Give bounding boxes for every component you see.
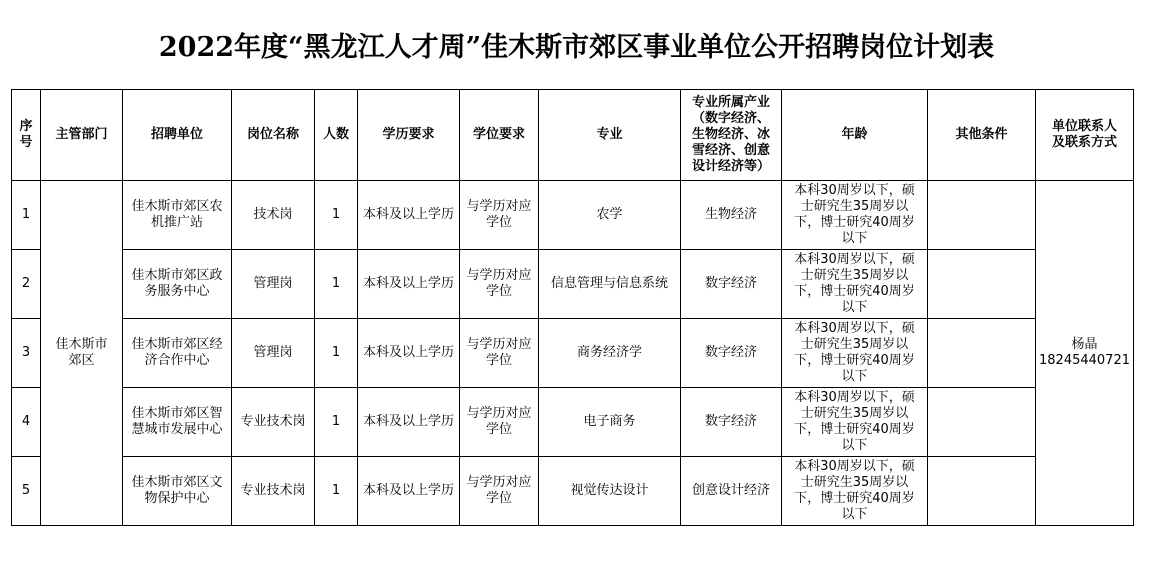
cell-seq: 2	[12, 250, 41, 319]
cell-position: 管理岗	[232, 319, 315, 388]
cell-degree: 与学历对应学位	[460, 250, 539, 319]
cell-count: 1	[315, 457, 358, 526]
cell-degree: 与学历对应学位	[460, 388, 539, 457]
cell-education: 本科及以上学历	[358, 388, 460, 457]
table-row	[12, 457, 1134, 526]
cell-seq: 4	[12, 388, 41, 457]
header-industry: 专业所属产业（数字经济、生物经济、冰雪经济、创意设计经济等）	[681, 90, 782, 181]
department-name: 佳木斯市郊区	[55, 337, 108, 368]
cell-major: 电子商务	[539, 388, 681, 457]
cell-department	[41, 181, 123, 526]
header-row	[12, 90, 1134, 181]
cell-other	[928, 319, 1036, 388]
cell-contact	[1036, 181, 1134, 526]
header-other: 其他条件	[928, 90, 1036, 181]
header-contact: 单位联系人及联系方式	[1036, 90, 1134, 181]
page-title: 2022年度“黑龙江人才周”佳木斯市郊区事业单位公开招聘岗位计划表	[158, 32, 995, 63]
contact-name: 杨晶	[1071, 337, 1098, 352]
cell-count: 1	[315, 181, 358, 250]
cell-industry: 数字经济	[681, 319, 782, 388]
cell-other	[928, 181, 1036, 250]
cell-major: 信息管理与信息系统	[539, 250, 681, 319]
cell-major: 商务经济学	[539, 319, 681, 388]
cell-education: 本科及以上学历	[358, 250, 460, 319]
cell-unit: 佳木斯市郊区经济合作中心	[123, 319, 232, 388]
cell-position: 管理岗	[232, 250, 315, 319]
cell-position: 专业技术岗	[232, 388, 315, 457]
cell-position: 专业技术岗	[232, 457, 315, 526]
cell-industry: 数字经济	[681, 388, 782, 457]
table-row	[12, 319, 1134, 388]
contact-phone: 18245440721	[1039, 353, 1130, 368]
cell-count: 1	[315, 250, 358, 319]
cell-age: 本科30周岁以下，硕士研究生35周岁以下，博士研究40周岁以下	[782, 250, 928, 319]
cell-age: 本科30周岁以下，硕士研究生35周岁以下，博士研究40周岁以下	[782, 457, 928, 526]
cell-other	[928, 250, 1036, 319]
cell-degree: 与学历对应学位	[460, 181, 539, 250]
cell-age: 本科30周岁以下，硕士研究生35周岁以下，博士研究40周岁以下	[782, 319, 928, 388]
cell-count: 1	[315, 319, 358, 388]
cell-degree: 与学历对应学位	[460, 319, 539, 388]
cell-age: 本科30周岁以下，硕士研究生35周岁以下，博士研究40周岁以下	[782, 181, 928, 250]
cell-other	[928, 388, 1036, 457]
cell-other	[928, 457, 1036, 526]
cell-degree: 与学历对应学位	[460, 457, 539, 526]
header-position: 岗位名称	[232, 90, 315, 181]
cell-age: 本科30周岁以下，硕士研究生35周岁以下，博士研究40周岁以下	[782, 388, 928, 457]
cell-industry: 创意设计经济	[681, 457, 782, 526]
table-row	[12, 181, 1134, 250]
cell-education: 本科及以上学历	[358, 457, 460, 526]
cell-seq: 1	[12, 181, 41, 250]
header-department: 主管部门	[41, 90, 123, 181]
recruitment-plan-table	[11, 89, 1134, 526]
cell-unit: 佳木斯市郊区智慧城市发展中心	[123, 388, 232, 457]
header-major: 专业	[539, 90, 681, 181]
header-education: 学历要求	[358, 90, 460, 181]
header-count: 人数	[315, 90, 358, 181]
cell-industry: 生物经济	[681, 181, 782, 250]
cell-count: 1	[315, 388, 358, 457]
cell-major: 农学	[539, 181, 681, 250]
cell-seq: 3	[12, 319, 41, 388]
cell-unit: 佳木斯市郊区农机推广站	[123, 181, 232, 250]
cell-industry: 数字经济	[681, 250, 782, 319]
cell-education: 本科及以上学历	[358, 319, 460, 388]
table-row	[12, 388, 1134, 457]
cell-education: 本科及以上学历	[358, 181, 460, 250]
header-age: 年龄	[782, 90, 928, 181]
cell-seq: 5	[12, 457, 41, 526]
cell-major: 视觉传达设计	[539, 457, 681, 526]
cell-unit: 佳木斯市郊区文物保护中心	[123, 457, 232, 526]
cell-position: 技术岗	[232, 181, 315, 250]
header-degree: 学位要求	[460, 90, 539, 181]
table-row	[12, 250, 1134, 319]
cell-unit: 佳木斯市郊区政务服务中心	[123, 250, 232, 319]
header-seq: 序号	[12, 90, 41, 181]
header-unit: 招聘单位	[123, 90, 232, 181]
